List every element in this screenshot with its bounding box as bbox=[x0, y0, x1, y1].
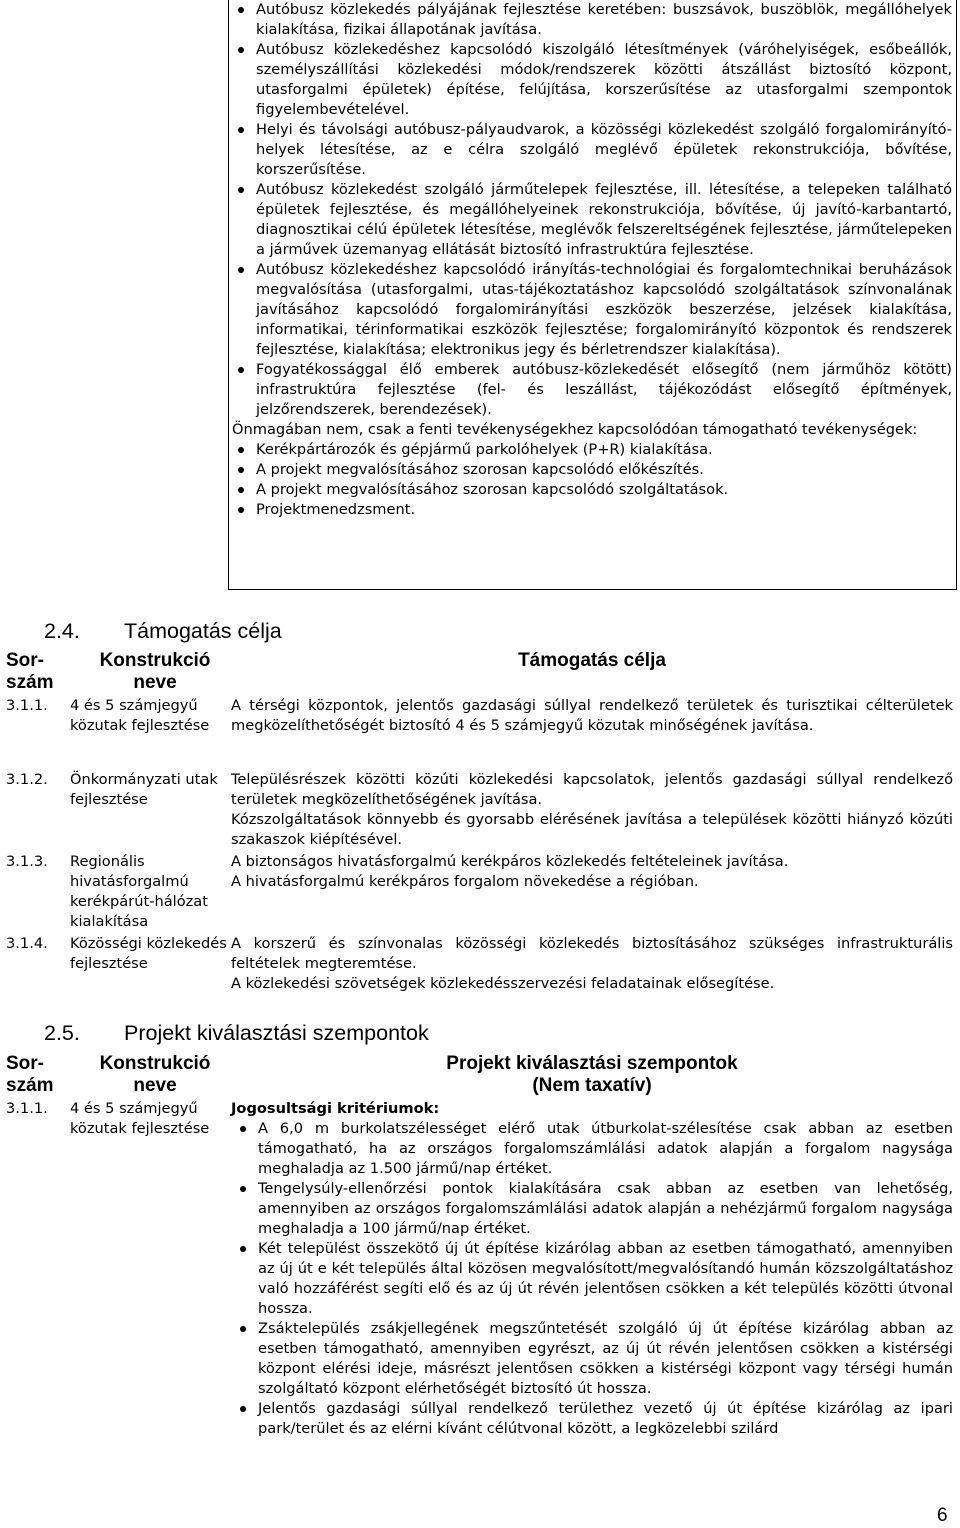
row-number: 3.1.1. bbox=[6, 1100, 48, 1117]
col-header-sorszam: Sor-szám bbox=[6, 1053, 54, 1096]
goal-text: A biztonságos hivatásforgalmú kerékpáros közlekedés feltételeinek javítása. bbox=[231, 853, 789, 870]
supplementary-list bbox=[229, 440, 956, 520]
list-item: A projekt megvalósításához szorosan kapcsolódó előkészítés. bbox=[229, 460, 956, 480]
row-number: 3.1.2. bbox=[6, 771, 48, 788]
activities-list bbox=[229, 0, 956, 420]
selection-criteria bbox=[231, 1099, 953, 1439]
list-item: Autóbusz közlekedéshez kapcsolódó kiszolgáló létesítmények (váróhelyiségek, esőbeállók, személyszállítási közlekedési módok/rendszerek közötti átszállást biztosító központ, utasforgalmi épületek) építése, felújítása, korszerűsítése az utasforgalmi szempontok figyelembevételével. bbox=[229, 40, 956, 120]
list-item: Helyi és távolsági autóbusz-pályaudvarok, a közösségi közlekedést szolgáló forgalomirányító-helyek létesítése, az e célra szolgáló meglévő épületek rekonstrukciója, bővítése, korszerűsítése. bbox=[229, 120, 956, 180]
list-item: Autóbusz közlekedéshez kapcsolódó irányítás-technológiai és forgalomtechnikai beruházások megvalósítása (utasforgalmi, utas-tájékoztatáshoz kapcsolódó szolgáltatások színvonalának javításához kapcsolódó forgalomirányítási eszközök beszerzése, jelzések kialakítása, informatikai, térinformatikai eszközök fejlesztése; forgalomirányító központok és rendszerek fejlesztése, kialakítása; elektronikus jegy és bérletrendszer kialakítása). bbox=[229, 260, 956, 360]
goal-text: Településrészek közötti közúti közlekedési kapcsolatok, jelentős gazdasági súllyal rendelkező területek megközelíthetőségének javítása. bbox=[231, 771, 953, 808]
supplementary-intro: Önmagában nem, csak a fenti tevékenységekhez kapcsolódóan támogatható tevékenységek: bbox=[232, 421, 918, 438]
section-heading-2-4 bbox=[0, 618, 282, 644]
row-number: 3.1.3. bbox=[6, 853, 48, 870]
construction-name: 4 és 5 számjegyű közutak fejlesztése bbox=[70, 697, 210, 734]
list-item: Autóbusz közlekedést szolgáló járműtelepek fejlesztése, ill. létesítése, a telepeken található épületek fejlesztése, és megállóhelyeinek rekonstrukciója, bővítése, új javító-karbantartó, diagnosztikai célú épületek létesítése, meglévők felszereltségének fejlesztése, járműtelepeken a járművek üzemanyag ellátását biztosító infrastruktúra fejlesztése. bbox=[229, 180, 956, 260]
goal-text: Kózszolgáltatások könnyebb és gyorsabb elérésének javítása a települések közötti hiányzó közúti szakaszok kiépítésével. bbox=[231, 811, 953, 848]
col-header-sorszam: Sor-szám bbox=[6, 650, 54, 693]
row-number: 3.1.4. bbox=[6, 935, 48, 952]
activities-box bbox=[228, 0, 957, 590]
support-goal bbox=[231, 852, 953, 892]
list-item: A projekt megvalósításához szorosan kapcsolódó szolgáltatások. bbox=[229, 480, 956, 500]
section-number: 2.5. bbox=[44, 1021, 80, 1045]
goal-text: A térségi központok, jelentős gazdasági súllyal rendelkező területek és turisztikai célterületek megközelíthetőségét biztosító 4 és 5 számjegyű közutak minőségének javítása. bbox=[231, 697, 953, 734]
goal-text: A közlekedési szövetségek közlekedésszervezési feladatainak elősegítése. bbox=[231, 975, 775, 992]
header-line: Projekt kiválasztási szempontok bbox=[446, 1053, 738, 1074]
list-item: Projektmenedzsment. bbox=[229, 500, 956, 520]
list-item: A 6,0 m burkolatszélességet elérő utak útburkolat-szélesítése csak abban az esetben támogatható, ha az országos forgalomszámlálási adatok alapján a forgalom nagysága meghaladja az 1.500 jármű/nap értéket. bbox=[231, 1119, 953, 1179]
construction-name: Önkormányzati utak fejlesztése bbox=[70, 771, 218, 808]
list-item: Zsáktelepülés zsákjellegének megszűntetését szolgáló új út építése kizárólag abban az esetben támogatható, amennyiben egyrészt, az új út révén jelentősen csökken a kistérségi központ elérési ideje, másrészt jelentősen csökken a kistérségi központ vagy térségi humán szolgáltató központ elérhetőségét biztosító út hossza. bbox=[231, 1319, 953, 1399]
goal-text: A korszerű és színvonalas közösségi közlekedés biztosításához szükséges infrastrukturális feltételek megteremtése. bbox=[231, 935, 953, 972]
row-number: 3.1.1. bbox=[6, 697, 48, 714]
col-header-konstrukcio: Konstrukció neve bbox=[99, 650, 211, 693]
section-number: 2.4. bbox=[44, 619, 80, 643]
criteria-title: Jogosultsági kritériumok: bbox=[231, 1100, 440, 1117]
support-goal bbox=[231, 770, 953, 850]
col-header-tamogatas-celja: Támogatás célja bbox=[518, 650, 666, 671]
criteria-list bbox=[231, 1119, 953, 1439]
construction-name: Regionális hivatásforgalmú kerékpárút-hálózat kialakítása bbox=[70, 853, 208, 930]
construction-name: 4 és 5 számjegyű közutak fejlesztése bbox=[70, 1100, 210, 1137]
col-header-kivalasztasi-szempontok bbox=[231, 1053, 953, 1097]
header-line: (Nem taxatív) bbox=[532, 1075, 652, 1096]
support-goal bbox=[231, 934, 953, 994]
col-header-konstrukcio: Konstrukció neve bbox=[99, 1053, 211, 1096]
list-item: Fogyatékossággal élő emberek autóbusz-közlekedését elősegítő (nem járműhöz kötött) infrastruktúra fejlesztése (fel- és leszállást, tájékozódást elősegítő építmények, jelzőrendszerek, berendezések). bbox=[229, 360, 956, 420]
list-item: Kerékpártározók és gépjármű parkolóhelyek (P+R) kialakítása. bbox=[229, 440, 956, 460]
support-goal bbox=[231, 696, 953, 736]
list-item: Jelentős gazdasági súllyal rendelkező területhez vezető új út építése kizárólag az ipari park/terület és az elérni kívánt célútvonal között, a legközelebbi szilárd bbox=[231, 1399, 953, 1439]
list-item: Autóbusz közlekedés pályájának fejlesztése keretében: buszsávok, buszöblök, megállóhelyek kialakítása, fizikai állapotának javítása. bbox=[229, 0, 956, 40]
section-heading-2-5 bbox=[0, 1020, 429, 1046]
list-item: Két települést összekötő új út építése kizárólag abban az esetben támogatható, amennyiben az új út e két település által közösen megvalósított/megvalósítandó humán közszolgáltatáshoz való hozzáférést segíti elő és az új út révén jelentősen csökken a két település közötti útvonal hossza. bbox=[231, 1239, 953, 1319]
construction-name: Közösségi közlekedés fejlesztése bbox=[70, 935, 227, 972]
table-header bbox=[0, 1053, 960, 1097]
list-item: Tengelysúly-ellenőrzési pontok kialakítására csak abban az esetben van lehetőség, amennyiben az országos forgalomszámlálási adatok alapján a nehézjármű forgalom nagysága meghaladja a 100 jármű/nap értéket. bbox=[231, 1179, 953, 1239]
section-title: Támogatás célja bbox=[124, 619, 282, 643]
goal-text: A hivatásforgalmú kerékpáros forgalom növekedése a régióban. bbox=[231, 873, 699, 890]
table-header bbox=[0, 650, 960, 694]
page-number: 6 bbox=[937, 1505, 948, 1526]
section-title: Projekt kiválasztási szempontok bbox=[124, 1021, 429, 1045]
